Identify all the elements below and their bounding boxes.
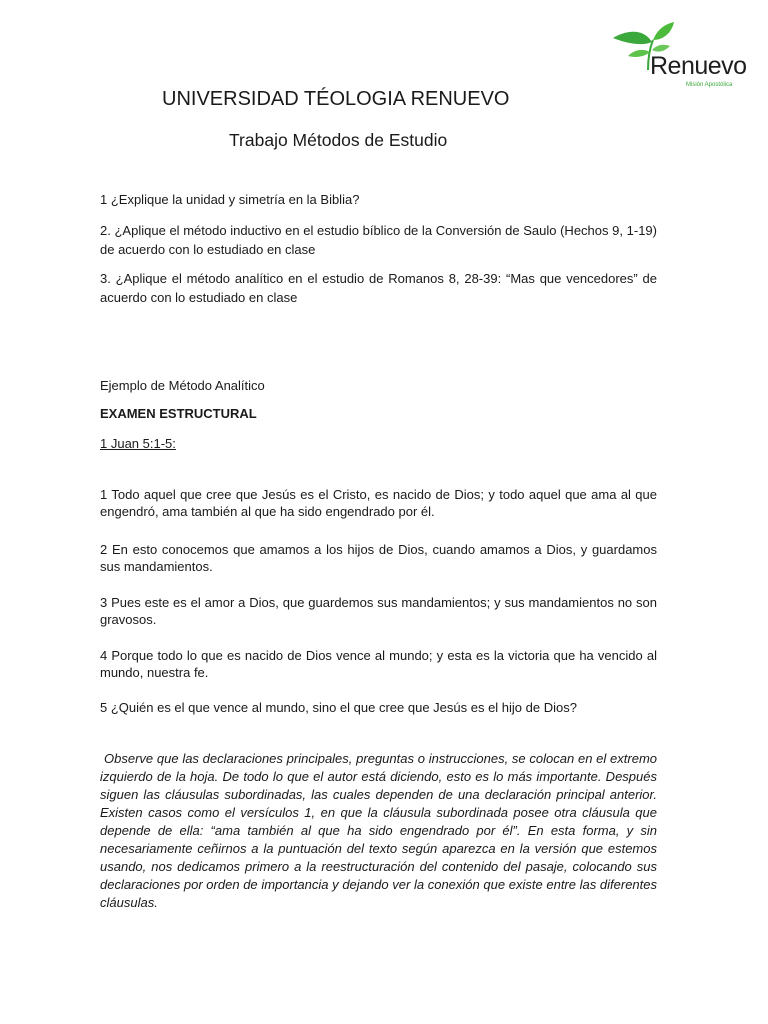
verse-2: 2 En esto conocemos que amamos a los hijos de Dios, cuando amamos a Dios, y guardamos sus mandamientos.	[100, 542, 657, 574]
verse-4: 4 Porque todo lo que es nacido de Dios vence al mundo; y esta es la victoria que ha vencido al mundo, nuestra fe.	[100, 648, 657, 680]
verse-1: 1 Todo aquel que cree que Jesús es el Cristo, es nacido de Dios; y todo aquel que ama al que engendró, ama también al que ha sido engendrado por él.	[100, 487, 657, 519]
question-2: 2. ¿Aplique el método inductivo en el estudio bíblico de la Conversión de Saulo (Hechos 9, 1-19) de acuerdo con lo estudiado en clase	[100, 223, 657, 257]
verse-3: 3 Pues este es el amor a Dios, que guardemos sus mandamientos; y sus mandamientos no son gravosos.	[100, 595, 657, 627]
question-1: 1 ¿Explique la unidad y simetría en la Biblia?	[100, 192, 360, 207]
renuevo-logo	[608, 20, 758, 95]
document-subtitle: Trabajo Métodos de Estudio	[229, 130, 448, 150]
observation-paragraph: Observe que las declaraciones principales, preguntas o instrucciones, se colocan en el extremo izquierdo de la hoja. De todo lo que el autor está diciendo, esto es lo más importante. Después siguen las cláusulas subordinadas, las cuales dependen de una declaración principal anterior. Existen casos como el versículos 1, en que la cláusula subordinada posee otra cláusula que depende de ella: “ama también al que ha sido engendrado por él”. En esta forma, y sin necesariamente ceñirnos a la puntuación del texto según aparezca en la versión que estemos usando, nos dedicamos primero a la reestructuración del contenido del pasaje, colocando sus declaraciones por orden de importancia y dejando ver la conexión que existe entre las diferentes cláusulas.	[100, 751, 657, 910]
example-heading: Ejemplo de Método Analítico	[100, 378, 265, 393]
verse-5: 5 ¿Quién es el que vence al mundo, sino el que cree que Jesús es el hijo de Dios?	[100, 700, 577, 715]
logo-wordmark: Renuevo	[650, 52, 747, 80]
section-heading: EXAMEN ESTRUCTURAL	[100, 406, 257, 421]
logo-tagline: Misión Apostólica	[686, 82, 733, 88]
question-3: 3. ¿Aplique el método analítico en el estudio de Romanos 8, 28-39: “Mas que vencedores” de acuerdo con lo estudiado en clase	[100, 271, 657, 305]
scripture-reference: 1 Juan 5:1-5:	[100, 436, 176, 451]
document-title: UNIVERSIDAD TÉOLOGIA RENUEVO	[162, 88, 510, 110]
